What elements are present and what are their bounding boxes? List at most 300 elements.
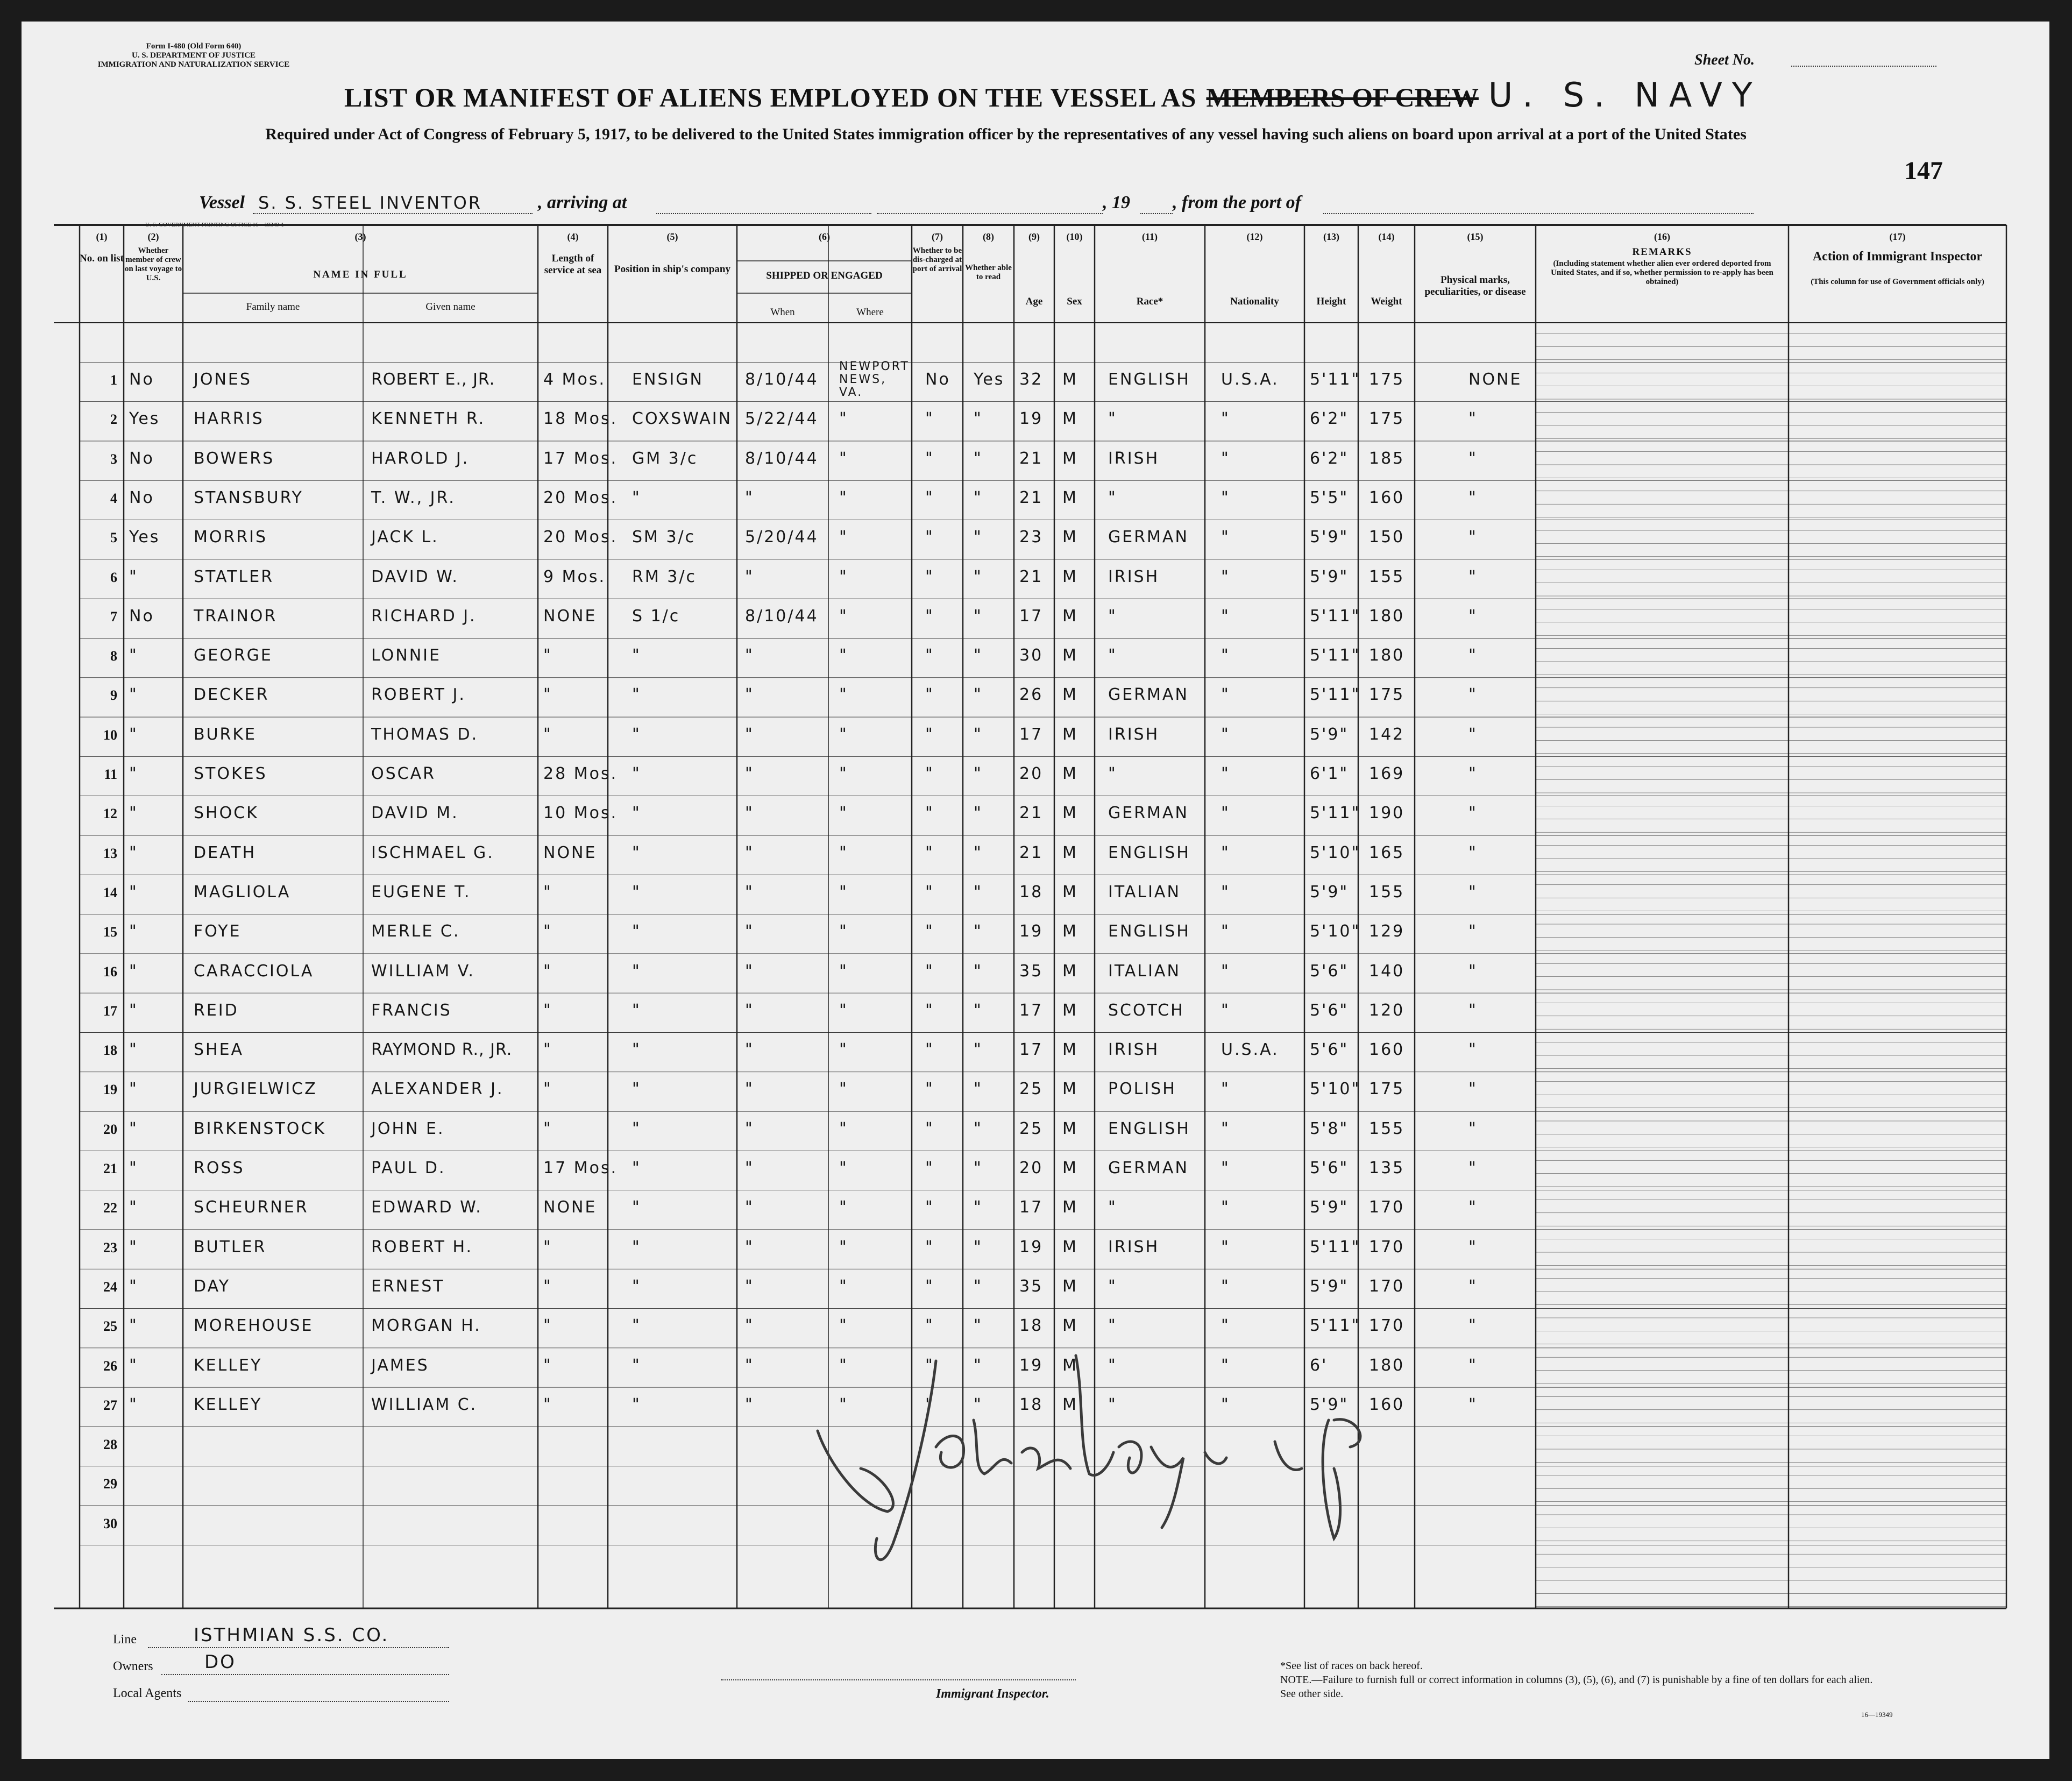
family-name: JONES <box>194 370 252 389</box>
age: 35 <box>1019 1276 1044 1296</box>
given-name: LONNIE <box>371 646 441 665</box>
height: 5'10" <box>1310 1080 1361 1099</box>
crew-on-last-voyage: " <box>129 804 138 823</box>
row-number: 7 <box>110 608 117 625</box>
from-port-label: , from the port of <box>1173 193 1301 212</box>
length-of-service: " <box>543 882 552 902</box>
row-number: 10 <box>103 727 117 743</box>
able-to-read: " <box>974 1395 983 1414</box>
able-to-read: " <box>974 1040 983 1060</box>
length-of-service: " <box>543 685 552 705</box>
row-number: 24 <box>103 1279 117 1295</box>
col13-label: Height <box>1316 296 1346 307</box>
nationality: " <box>1221 1316 1230 1336</box>
row-number: 27 <box>103 1397 117 1413</box>
col9-label: Age <box>1025 296 1043 307</box>
shipped-when: " <box>745 804 754 823</box>
able-to-read: " <box>974 1316 983 1336</box>
physical-marks: " <box>1468 528 1478 547</box>
given-name: JOHN E. <box>371 1119 445 1138</box>
sex: M <box>1062 1316 1078 1336</box>
nationality: " <box>1221 1198 1230 1217</box>
crew-on-last-voyage: " <box>129 1237 138 1257</box>
crew-on-last-voyage: No <box>129 449 154 468</box>
age: 21 <box>1019 567 1044 586</box>
physical-marks: " <box>1468 1040 1478 1060</box>
age: 17 <box>1019 1040 1044 1060</box>
discharged-at-arrival: " <box>925 1080 934 1099</box>
family-name: DEATH <box>194 843 257 862</box>
race: ENGLISH <box>1108 843 1190 862</box>
col3-given-label: Given name <box>425 301 476 313</box>
race: " <box>1108 1276 1117 1296</box>
weight: 169 <box>1369 764 1405 783</box>
weight: 160 <box>1369 488 1405 507</box>
crew-on-last-voyage: " <box>129 1080 138 1099</box>
ship-position: " <box>632 1316 641 1336</box>
given-name: FRANCIS <box>371 1001 452 1020</box>
col16-sublabel: (Including statement whether alien ever ordered deported from United States, and if so, whether permission to re-apply has been obtained) <box>1551 259 1773 286</box>
shipped-when: " <box>745 1276 754 1296</box>
nationality: " <box>1221 1119 1230 1138</box>
shipped-where: " <box>839 1395 848 1414</box>
able-to-read: " <box>974 1080 983 1099</box>
able-to-read: " <box>974 528 983 547</box>
row-number: 19 <box>103 1082 117 1098</box>
shipped-when: " <box>745 1356 754 1375</box>
col7-number: (7) <box>932 231 943 242</box>
col15-label: Physical marks, peculiarities, or disease <box>1424 274 1526 297</box>
age: 19 <box>1019 409 1044 429</box>
ship-position: " <box>632 646 641 665</box>
shipped-when: " <box>745 567 754 586</box>
given-name: RICHARD J. <box>371 606 477 626</box>
department-name: U. S. DEPARTMENT OF JUSTICE <box>131 51 256 60</box>
age: 20 <box>1019 764 1044 783</box>
family-name: STATLER <box>194 567 274 586</box>
sex: M <box>1062 567 1078 586</box>
length-of-service: NONE <box>543 1198 597 1217</box>
shipped-where: " <box>839 606 848 626</box>
crew-on-last-voyage: " <box>129 646 138 665</box>
discharged-at-arrival: " <box>925 1198 934 1217</box>
shipped-where: " <box>839 764 848 783</box>
race: IRISH <box>1108 1237 1160 1257</box>
signature-text: John L. Augler, Jr. <box>882 1470 928 1475</box>
row-number: 17 <box>103 1003 117 1019</box>
discharged-at-arrival: " <box>925 409 934 429</box>
col6-when-label: When <box>770 307 795 318</box>
col5-number: (5) <box>666 231 678 242</box>
race: GERMAN <box>1108 804 1189 823</box>
height: 5'6" <box>1310 1001 1349 1020</box>
shipped-when: " <box>745 685 754 705</box>
length-of-service: 10 Mos. <box>543 804 618 823</box>
shipped-when: " <box>745 646 754 665</box>
col3-family-label: Family name <box>246 301 300 313</box>
physical-marks: " <box>1468 1316 1478 1336</box>
row-number: 4 <box>110 490 117 506</box>
weight: 160 <box>1369 1395 1405 1414</box>
family-name: REID <box>194 1001 239 1020</box>
ship-position: " <box>632 804 641 823</box>
able-to-read: " <box>974 567 983 586</box>
physical-marks: " <box>1468 1356 1478 1375</box>
shipped-where: " <box>839 725 848 744</box>
printing-office-note: U. S. GOVERNMENT PRINTING OFFICE 16—19349-1 <box>145 222 285 228</box>
weight: 170 <box>1369 1198 1405 1217</box>
sex: M <box>1062 843 1078 862</box>
given-name: PAUL D. <box>371 1159 446 1177</box>
vessel-name: S. S. STEEL INVENTOR <box>258 193 482 213</box>
nationality: " <box>1221 1276 1230 1296</box>
able-to-read: " <box>974 1159 983 1177</box>
race: GERMAN <box>1108 528 1189 547</box>
shipped-where: " <box>839 528 848 547</box>
race: SCOTCH <box>1108 1001 1184 1020</box>
shipped-where: " <box>839 409 848 429</box>
length-of-service: " <box>543 1237 552 1257</box>
arriving-label: , arriving at <box>538 193 627 212</box>
height: 5'10" <box>1310 922 1361 941</box>
col2-number: (2) <box>147 231 159 242</box>
sex: M <box>1062 606 1078 626</box>
col4-label: Length of service at sea <box>544 253 602 276</box>
height: 5'11" <box>1310 606 1361 626</box>
race: ITALIAN <box>1108 961 1181 981</box>
ship-position: " <box>632 843 641 862</box>
crew-on-last-voyage: " <box>129 882 138 902</box>
length-of-service: 28 Mos. <box>543 764 618 783</box>
able-to-read: " <box>974 1001 983 1020</box>
weight: 175 <box>1369 370 1405 389</box>
age: 21 <box>1019 843 1044 862</box>
physical-marks: " <box>1468 764 1478 783</box>
sex: M <box>1062 961 1078 981</box>
nationality: " <box>1221 488 1230 507</box>
ship-position: " <box>632 1237 641 1257</box>
nationality: " <box>1221 1080 1230 1099</box>
race: ENGLISH <box>1108 1119 1190 1138</box>
length-of-service: 17 Mos. <box>543 1159 618 1177</box>
shipped-when: 8/10/44 <box>745 606 819 626</box>
family-name: TRAINOR <box>194 606 278 626</box>
shipped-when: " <box>745 961 754 981</box>
ship-position: " <box>632 685 641 705</box>
length-of-service: " <box>543 1040 552 1060</box>
family-name: MOREHOUSE <box>194 1316 314 1336</box>
row-number: 23 <box>103 1239 117 1255</box>
sex: M <box>1062 922 1078 941</box>
col1-number: (1) <box>96 231 108 242</box>
height: 5'9" <box>1310 882 1349 902</box>
nationality: U.S.A. <box>1221 370 1279 389</box>
ship-position: " <box>632 1276 641 1296</box>
discharged-at-arrival: " <box>925 961 934 981</box>
given-name: ROBERT H. <box>371 1237 473 1257</box>
family-name: ROSS <box>194 1159 245 1177</box>
given-name: ISCHMAEL G. <box>371 843 494 862</box>
ship-position: SM 3/c <box>632 528 696 547</box>
age: 35 <box>1019 961 1044 981</box>
shipped-where: " <box>839 488 848 507</box>
discharged-at-arrival: " <box>925 567 934 586</box>
length-of-service: " <box>543 961 552 981</box>
crew-on-last-voyage: " <box>129 1316 138 1336</box>
discharged-at-arrival: " <box>925 1316 934 1336</box>
nationality: U.S.A. <box>1221 1040 1279 1060</box>
shipped-when: " <box>745 1080 754 1099</box>
crew-on-last-voyage: " <box>129 961 138 981</box>
age: 17 <box>1019 1001 1044 1020</box>
discharged-at-arrival: " <box>925 449 934 468</box>
shipped-when: " <box>745 843 754 862</box>
height: 5'5" <box>1310 488 1349 507</box>
sex: M <box>1062 1080 1078 1099</box>
col17-sublabel: (This column for use of Government officials only) <box>1811 278 1984 286</box>
able-to-read: " <box>974 1276 983 1296</box>
col11-label: Race* <box>1136 296 1163 307</box>
length-of-service: 18 Mos. <box>543 409 618 429</box>
given-name: THOMAS D. <box>371 725 479 744</box>
shipped-where: " <box>839 1080 848 1099</box>
shipped-when: " <box>745 1316 754 1336</box>
nationality: " <box>1221 764 1230 783</box>
physical-marks: " <box>1468 922 1478 941</box>
col3-label: NAME IN FULL <box>313 269 408 280</box>
crew-on-last-voyage: " <box>129 922 138 941</box>
crew-on-last-voyage: No <box>129 488 154 507</box>
length-of-service: " <box>543 725 552 744</box>
height: 5'9" <box>1310 1395 1349 1414</box>
row-number: 3 <box>110 451 117 467</box>
crew-on-last-voyage: " <box>129 843 138 862</box>
discharged-at-arrival: " <box>925 606 934 626</box>
crew-on-last-voyage: " <box>129 1040 138 1060</box>
shipped-when: " <box>745 1159 754 1177</box>
given-name: EUGENE T. <box>371 882 471 902</box>
weight: 170 <box>1369 1237 1405 1257</box>
crew-on-last-voyage: " <box>129 567 138 586</box>
physical-marks: " <box>1468 1395 1478 1414</box>
discharged-at-arrival: No <box>925 370 950 389</box>
row-number: 5 <box>110 530 117 546</box>
height: 5'6" <box>1310 1040 1349 1060</box>
row-number: 9 <box>110 687 117 704</box>
col14-label: Weight <box>1371 296 1402 307</box>
height: 5'9" <box>1310 1276 1349 1296</box>
age: 21 <box>1019 488 1044 507</box>
col15-number: (15) <box>1467 231 1484 242</box>
sex: M <box>1062 764 1078 783</box>
ship-position: " <box>632 1080 641 1099</box>
title-handwritten-navy: U. S. NAVY <box>1488 75 1762 115</box>
discharged-at-arrival: " <box>925 1001 934 1020</box>
able-to-read: " <box>974 1356 983 1375</box>
able-to-read: " <box>974 449 983 468</box>
given-name: DAVID M. <box>371 804 459 823</box>
height: 5'11" <box>1310 1316 1361 1336</box>
nationality: " <box>1221 725 1230 744</box>
ship-position: ENSIGN <box>632 370 704 389</box>
row-number: 11 <box>104 767 117 782</box>
race-footnote: *See list of races on back hereof. <box>1280 1660 1423 1672</box>
physical-marks: " <box>1468 1080 1478 1099</box>
weight: 175 <box>1369 409 1405 429</box>
race: GERMAN <box>1108 1159 1189 1177</box>
family-name: GEORGE <box>194 646 273 665</box>
shipped-where: " <box>839 1316 848 1336</box>
family-name: KELLEY <box>194 1356 262 1375</box>
shipped-when: " <box>745 1237 754 1257</box>
nationality: " <box>1221 449 1230 468</box>
nationality: " <box>1221 1395 1230 1414</box>
col3-number: (3) <box>354 231 366 242</box>
height: 6'1" <box>1310 764 1349 783</box>
col13-number: (13) <box>1323 231 1339 242</box>
discharged-at-arrival: " <box>925 1276 934 1296</box>
col8-label: Whether able to read <box>965 264 1012 281</box>
sex: M <box>1062 1356 1078 1375</box>
row-number: 28 <box>103 1437 117 1453</box>
height: 5'6" <box>1310 1159 1349 1177</box>
row-number: 29 <box>103 1476 117 1492</box>
given-name: MERLE C. <box>371 922 460 941</box>
given-name: KENNETH R. <box>371 409 486 429</box>
row-number: 21 <box>103 1161 117 1176</box>
family-name: SCHEURNER <box>194 1198 309 1217</box>
given-name: ROBERT J. <box>371 685 466 705</box>
nationality: " <box>1221 961 1230 981</box>
ship-position: " <box>632 1119 641 1138</box>
length-of-service: 17 Mos. <box>543 449 618 468</box>
nationality: " <box>1221 409 1230 429</box>
shipped-when: " <box>745 725 754 744</box>
height: 5'9" <box>1310 725 1349 744</box>
weight: 175 <box>1369 1080 1405 1099</box>
race: " <box>1108 1356 1117 1375</box>
weight: 160 <box>1369 1040 1405 1060</box>
height: 5'9" <box>1310 528 1349 547</box>
height: 5'11" <box>1310 685 1361 705</box>
length-of-service: 9 Mos. <box>543 567 606 586</box>
weight: 155 <box>1369 567 1405 586</box>
col16-label: REMARKS <box>1632 246 1692 258</box>
weight: 165 <box>1369 843 1405 862</box>
able-to-read: " <box>974 882 983 902</box>
age: 23 <box>1019 528 1044 547</box>
able-to-read: " <box>974 922 983 941</box>
discharged-at-arrival: " <box>925 882 934 902</box>
nationality: " <box>1221 922 1230 941</box>
shipped-where: " <box>839 567 848 586</box>
family-name: BUTLER <box>194 1237 267 1257</box>
age: 17 <box>1019 725 1044 744</box>
able-to-read: " <box>974 1119 983 1138</box>
race: ENGLISH <box>1108 922 1190 941</box>
nationality: " <box>1221 606 1230 626</box>
height: 5'10" <box>1310 843 1361 862</box>
sex: M <box>1062 804 1078 823</box>
owners-value: DO <box>204 1651 236 1673</box>
physical-marks: " <box>1468 725 1478 744</box>
ship-position: RM 3/c <box>632 567 697 586</box>
age: 18 <box>1019 882 1044 902</box>
family-name: BIRKENSTOCK <box>194 1119 326 1138</box>
physical-marks: " <box>1468 488 1478 507</box>
discharged-at-arrival: " <box>925 1395 934 1414</box>
able-to-read: " <box>974 409 983 429</box>
ship-position: COXSWAIN <box>632 409 733 429</box>
discharged-at-arrival: " <box>925 528 934 547</box>
col16-number: (16) <box>1654 231 1670 242</box>
shipped-when: " <box>745 922 754 941</box>
sex: M <box>1062 1276 1078 1296</box>
sex: M <box>1062 1159 1078 1177</box>
age: 30 <box>1019 646 1044 665</box>
discharged-at-arrival: " <box>925 1159 934 1177</box>
physical-marks: " <box>1468 804 1478 823</box>
crew-on-last-voyage: " <box>129 1001 138 1020</box>
shipped-when: 8/10/44 <box>745 449 819 468</box>
shipped-where: " <box>839 1276 848 1296</box>
weight: 155 <box>1369 882 1405 902</box>
discharged-at-arrival: " <box>925 725 934 744</box>
physical-marks: NONE <box>1468 370 1522 389</box>
length-of-service: NONE <box>543 843 597 862</box>
col5-label: Position in ship's company <box>614 264 730 275</box>
nationality: " <box>1221 567 1230 586</box>
ship-position: " <box>632 1040 641 1060</box>
penalty-note: NOTE.—Failure to furnish full or correct information in columns (3), (5), (6), and (7) is punishable by a fine of ten dollars for each alien. See other side. <box>1280 1674 1873 1700</box>
row-number: 6 <box>110 569 117 585</box>
given-name: JAMES <box>371 1356 429 1375</box>
given-name: WILLIAM V. <box>371 961 475 981</box>
sheet-no-label: Sheet No. <box>1694 52 1755 68</box>
crew-on-last-voyage: " <box>129 1356 138 1375</box>
ship-position: " <box>632 922 641 941</box>
physical-marks: " <box>1468 1237 1478 1257</box>
col9-number: (9) <box>1028 231 1040 242</box>
weight: 190 <box>1369 804 1405 823</box>
race: ENGLISH <box>1108 370 1190 389</box>
given-name: MORGAN H. <box>371 1316 481 1336</box>
shipped-when: 5/22/44 <box>745 409 819 429</box>
length-of-service: " <box>543 1356 552 1375</box>
sex: M <box>1062 1395 1078 1414</box>
sex: M <box>1062 1040 1078 1060</box>
discharged-at-arrival: " <box>925 1119 934 1138</box>
shipped-where: " <box>839 1159 848 1177</box>
weight: 120 <box>1369 1001 1405 1020</box>
shipped-where: " <box>839 843 848 862</box>
family-name: STOKES <box>194 764 267 783</box>
ship-position: " <box>632 961 641 981</box>
weight: 150 <box>1369 528 1405 547</box>
shipped-where: NEWPORT NEWS, VA. <box>839 360 910 399</box>
length-of-service: 20 Mos. <box>543 528 618 547</box>
height: 5'8" <box>1310 1119 1349 1138</box>
race: GERMAN <box>1108 685 1189 705</box>
family-name: MORRIS <box>194 528 268 547</box>
shipped-where: " <box>839 449 848 468</box>
physical-marks: " <box>1468 843 1478 862</box>
given-name: JACK L. <box>371 528 439 547</box>
race: IRISH <box>1108 725 1160 744</box>
family-name: DAY <box>194 1276 231 1296</box>
form-number: Form I-480 (Old Form 640) <box>146 42 242 51</box>
crew-on-last-voyage: " <box>129 685 138 705</box>
